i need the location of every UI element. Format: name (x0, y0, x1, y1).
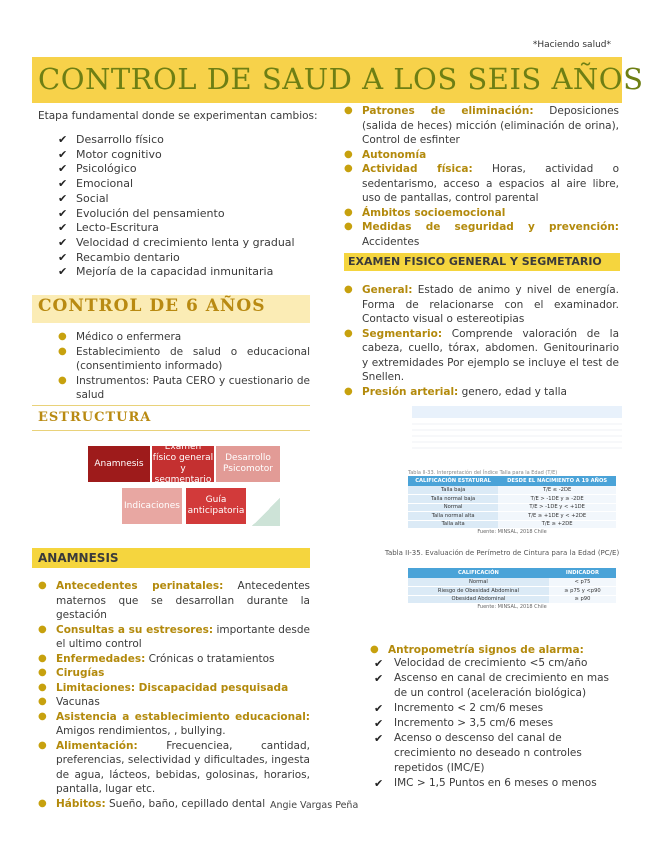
page-title: CONTROL DE SAUD A LOS SEIS AÑOS (38, 62, 644, 96)
bullet-label: Segmentario: (362, 327, 443, 340)
alarm-item (374, 731, 620, 776)
bullet-label: Alimentación: (56, 739, 138, 752)
bullet-item (58, 345, 310, 374)
antropometria-heading: Antropometría signos de alarma: (388, 644, 584, 656)
pressure-reference-table (412, 398, 622, 458)
bullet-text (56, 666, 104, 681)
table-row (408, 578, 616, 587)
table-row (408, 495, 616, 504)
table-cell: < p75 (549, 578, 616, 587)
alarm-item (374, 701, 620, 716)
right-items-list (344, 104, 619, 249)
diagram-box-label: Guía anticipatoria (187, 495, 245, 516)
table-cell: T/E ≥ +2DE (498, 520, 616, 529)
bullet-dot: ● (344, 105, 353, 116)
bullet-text (362, 220, 619, 249)
change-label: Evolución del pensamiento (76, 206, 225, 220)
alarm-label: IMC > 1,5 Puntos en 6 meses o menos (394, 777, 597, 789)
bullet-text: Médico o enfermera (76, 331, 182, 343)
bullet-label: Hábitos: (56, 797, 106, 810)
bullet-item (38, 710, 310, 739)
antropometria-section (370, 644, 620, 791)
cintura-table (408, 568, 616, 632)
change-item (58, 221, 318, 236)
cintura-grid (408, 568, 616, 604)
antropometria-list (374, 656, 620, 791)
alarm-label: Incremento < 2 cm/6 meses (394, 702, 544, 714)
bullet-body: Estado de animo y nivel de energía. Forma de relacionarse con el examinador. Contacto visual o estereotipias (362, 284, 619, 325)
bullet-dot: ● (58, 374, 67, 386)
alarm-label: Incremento > 3,5 cm/6 meses (394, 717, 554, 729)
table-row (408, 587, 616, 596)
cintura-source: Fuente: MINSAL, 2018 Chile (477, 604, 547, 610)
intro-text: Etapa fundamental donde se experimentan cambios: (38, 110, 318, 122)
change-item (58, 236, 318, 251)
table-cell: T/E > -1DE y ≥ -2DE (498, 495, 616, 504)
bullet-item (38, 579, 310, 623)
table-cell: Talla alta (408, 520, 498, 529)
change-item (58, 177, 318, 192)
bullet-dot: ● (38, 739, 47, 751)
check-icon: ✔ (58, 206, 68, 220)
table-row (408, 512, 616, 521)
bullet-item (344, 220, 619, 249)
alarm-label: Velocidad de crecimiento <5 cm/año (394, 657, 588, 669)
table-header-cell: DESDE EL NACIMIENTO A 19 AÑOS (498, 476, 616, 486)
check-icon: ✔ (58, 221, 68, 235)
pressure-table-graphic (412, 398, 622, 458)
check-icon: ✔ (58, 147, 68, 161)
bullet-item (38, 681, 310, 696)
bullet-label: Medidas de seguridad y prevención: (362, 221, 619, 233)
bullet-label: Limitaciones: Discapacidad pesquisada (56, 681, 289, 694)
diagram-box-label: Examen físico general y segmentario (152, 442, 214, 485)
table-cell: Talla normal alta (408, 512, 498, 521)
changes-list (58, 133, 318, 280)
control6-heading: CONTROL DE 6 AÑOS (38, 296, 266, 316)
table-row (408, 595, 616, 604)
table-cell: Talla baja (408, 486, 498, 495)
bullet-label: Presión arterial: (362, 385, 459, 398)
bullet-dot: ● (38, 652, 47, 664)
bullet-label: Patrones de eliminación: (362, 105, 534, 117)
bullet-text: Instrumentos: Pauta CERO y cuestionario de salud (76, 374, 310, 401)
check-icon: ✔ (374, 732, 384, 745)
bullet-dot: ● (58, 331, 67, 342)
bullet-dot: ● (344, 284, 353, 295)
alarm-item (374, 656, 620, 671)
diagram-box-indicaciones (122, 488, 182, 524)
check-icon: ✔ (58, 133, 68, 146)
bullet-text (56, 623, 310, 652)
bullet-body: Accidentes (362, 235, 420, 248)
bullet-dot: ● (38, 710, 47, 722)
bullet-body: genero, edad y talla (458, 385, 567, 398)
bullet-item (344, 283, 619, 327)
decorative-corner (252, 498, 280, 526)
estructura-divider-bottom (32, 430, 310, 431)
bullet-dot: ● (38, 623, 47, 635)
check-icon: ✔ (374, 717, 384, 730)
bullet-dot: ● (38, 797, 47, 809)
bullet-text (56, 681, 288, 696)
bullet-label: Cirugías (56, 667, 105, 679)
bullet-item (344, 385, 619, 400)
bullet-body: Deposiciones (salida de heces) micción (eliminación de orina), Control de esfinter (362, 105, 620, 146)
bullet-dot: ● (38, 580, 47, 591)
bullet-dot: ● (344, 148, 353, 160)
anamnesis-heading: ANAMNESIS (38, 551, 119, 565)
diagram-box-desarrollo (216, 446, 280, 482)
diagram-box-anamnesis (88, 446, 150, 482)
alarm-item (374, 671, 620, 701)
estructura-heading: ESTRUCTURA (38, 410, 152, 425)
estructura-divider-top (32, 405, 310, 406)
change-label: Desarrollo físico (76, 133, 164, 146)
exam-list (344, 283, 619, 399)
bullet-dot: ● (38, 696, 47, 707)
bullet-item (38, 695, 310, 710)
bullet-body: Frecuenciea, cantidad, preferencias, selectividad y dificultades, ingesta de agua, lácteos, bebidas, golosinas, horarios, pantalla, lugar etc. (56, 739, 310, 795)
check-icon: ✔ (58, 191, 68, 205)
table-row (408, 520, 616, 529)
table-header-row (408, 476, 616, 486)
bullet-item (38, 666, 310, 681)
table-header-cell: CALIFICACIÓN ESTATURAL (408, 476, 498, 486)
author-footer: Angie Vargas Peña (270, 800, 359, 811)
bullet-item (344, 327, 619, 385)
check-icon: ✔ (374, 672, 384, 685)
bullet-text (56, 652, 275, 667)
bullet-item (344, 206, 619, 221)
bullet-text (362, 283, 619, 327)
alarm-item (374, 776, 620, 791)
bullet-item (38, 623, 310, 652)
table-header-cell: INDICADOR (549, 568, 616, 578)
table-cell: T/E ≤ -2DE (498, 486, 616, 495)
bullet-text (56, 710, 310, 739)
exam-heading: EXAMEN FISICO GENERAL Y SEGMETARIO (348, 255, 602, 268)
bullet-text (362, 206, 505, 221)
talla-table (408, 470, 616, 547)
diagram-box-label: Anamnesis (94, 458, 144, 469)
diagram-box-label: Indicaciones (124, 500, 180, 511)
bullet-dot: ● (344, 163, 353, 174)
change-item (58, 133, 318, 148)
bullet-dot: ● (344, 385, 353, 397)
bullet-dot: ● (344, 206, 353, 218)
bullet-dot: ● (38, 667, 47, 678)
table-cell: T/E > -1DE y < +1DE (498, 503, 616, 512)
bullet-text (56, 579, 310, 623)
change-label: Emocional (76, 177, 133, 191)
bullet-dot: ● (344, 327, 353, 339)
alarm-item (374, 716, 620, 731)
bullet-item (58, 374, 310, 403)
bullet-item (344, 148, 619, 163)
diagram-box-guia (186, 488, 246, 524)
alarm-label: Acenso o descenso del canal de crecimiento no deseado n controles repetidos (IMC/E) (394, 732, 582, 774)
bullet-body: Vacunas (56, 696, 100, 708)
bullet-item (58, 330, 310, 345)
bullet-label: Autonomía (362, 148, 427, 161)
check-icon: ✔ (374, 777, 384, 790)
talla-source: Fuente: MINSAL, 2018 Chile (477, 529, 547, 535)
change-item (58, 192, 318, 207)
change-item (58, 207, 318, 222)
table-row (408, 486, 616, 495)
bullet-body: Comprende valoración de la cabeza, cuello, tórax, abdomen. Genitourinario y extremidades Por ejemplo se incluye el test de Snellen. (362, 327, 619, 383)
bullet-item (344, 162, 619, 206)
alarm-label: Ascenso en canal de crecimiento en mas de un control (aceleración biológica) (394, 672, 609, 699)
bullet-label: Antecedentes perinatales: (56, 580, 224, 592)
bullet-label: General: (362, 284, 413, 296)
bullet-label: Enfermedades: (56, 652, 146, 665)
bullet-label: Consultas a su estresores: (56, 623, 214, 636)
brand-label: *Haciendo salud* (532, 40, 611, 50)
change-label: Lecto-Escritura (76, 221, 159, 235)
bullet-text (362, 148, 426, 163)
change-item (58, 148, 318, 163)
table-cell: Normal (408, 578, 549, 587)
antropometria-heading-row (370, 644, 620, 656)
table-cell: T/E ≥ +1DE y < +2DE (498, 512, 616, 521)
bullet-text (362, 162, 619, 206)
table-cell: Normal (408, 503, 498, 512)
bullet-body: Horas, actividad o sedentarismo, acceso a espacios al aire libre, uso de pantallas, control parental (362, 163, 619, 204)
change-item (58, 265, 318, 280)
change-label: Mejoría de la capacidad inmunitaria (76, 265, 274, 279)
bullet-body: Crónicas o tratamientos (145, 652, 275, 665)
table-header-row (408, 568, 616, 578)
check-icon: ✔ (58, 265, 68, 279)
change-label: Social (76, 191, 109, 205)
diagram-box-label: Desarrollo Psicomotor (223, 453, 273, 474)
estructura-diagram (88, 442, 280, 530)
bullet-dot: ● (344, 221, 353, 232)
control6-list (58, 330, 310, 403)
change-label: Velocidad d crecimiento lenta y gradual (76, 235, 295, 249)
check-icon: ✔ (58, 177, 68, 191)
check-icon: ✔ (58, 235, 68, 249)
bullet-item (344, 104, 619, 148)
table-cell: Talla normal baja (408, 495, 498, 504)
talla-caption: Tabla II-33. Interpretación del Índice Talla para la Edad (T/E) (408, 470, 558, 476)
table-cell: ≥ p75 y <p90 (549, 587, 616, 596)
bullet-text (56, 695, 100, 710)
talla-grid (408, 476, 616, 529)
check-icon: ✔ (374, 702, 384, 715)
bullet-dot: ● (370, 644, 379, 655)
change-label: Psicológico (76, 162, 137, 176)
bullet-text: Establecimiento de salud o educacional (consentimiento informado) (76, 345, 310, 372)
check-icon: ✔ (58, 250, 68, 264)
bullet-dot: ● (58, 345, 67, 357)
change-item (58, 162, 318, 177)
table-row (408, 503, 616, 512)
change-label: Recambio dentario (76, 250, 180, 264)
bullet-item (38, 652, 310, 667)
table-cell: Obesidad Abdominal (408, 595, 549, 604)
bullet-body: Amigos rendimientos, , bullying. (56, 725, 226, 737)
table-header-cell: CALIFICACIÓN (408, 568, 549, 578)
anamnesis-list (38, 579, 310, 811)
bullet-label: Actividad física: (362, 163, 473, 175)
table-cell: Riesgo de Obesidad Abdominal (408, 587, 549, 596)
bullet-label: Ámbitos socioemocional (362, 206, 506, 219)
change-item (58, 251, 318, 266)
bullet-body: Sueño, baño, cepillado dental (105, 797, 266, 810)
bullet-text (56, 739, 310, 797)
bullet-label: Asistencia a establecimiento educacional: (56, 710, 310, 723)
bullet-item (38, 739, 310, 797)
table-cell: ≥ p90 (549, 595, 616, 604)
diagram-box-examen (152, 442, 214, 485)
bullet-text (56, 797, 265, 812)
bullet-text (362, 385, 567, 400)
change-label: Motor cognitivo (76, 147, 162, 161)
cintura-caption: Tabla II-35. Evaluación de Perímetro de Cintura para la Edad (PC/E) (384, 549, 620, 557)
bullet-body: importante desde el ultimo control (56, 623, 310, 650)
check-icon: ✔ (58, 162, 68, 176)
bullet-dot: ● (38, 681, 47, 693)
check-icon: ✔ (374, 657, 384, 670)
bullet-text (362, 104, 619, 148)
bullet-body: Antecedentes maternos que se desarrollan durante la gestación (56, 580, 310, 621)
bullet-text (362, 327, 619, 385)
